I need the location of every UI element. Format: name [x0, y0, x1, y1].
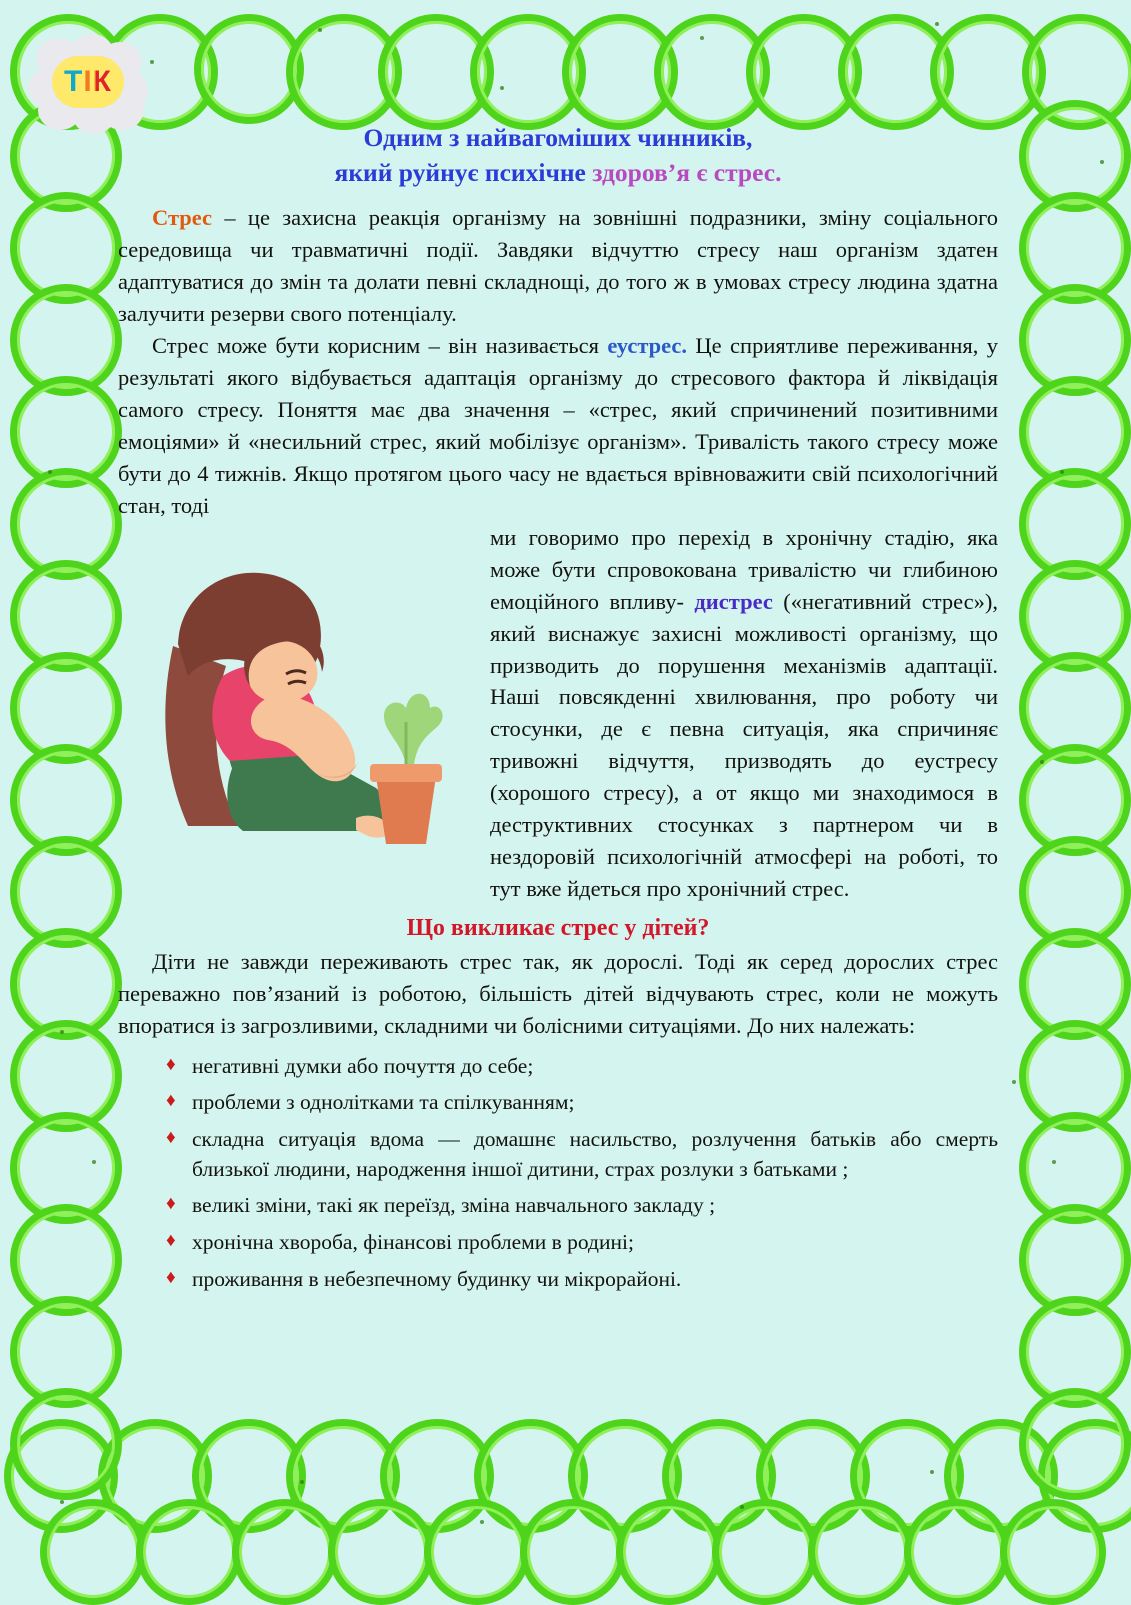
border-speck: [1100, 160, 1104, 164]
border-ring: [10, 928, 122, 1040]
border-ring: [1019, 1020, 1131, 1132]
border-ring: [10, 836, 122, 948]
border-ring: [1019, 1204, 1131, 1316]
page-title: [118, 120, 998, 190]
border-ring: [10, 1204, 122, 1316]
border-ring: [1019, 284, 1131, 396]
stress-causes-list: [118, 1052, 998, 1295]
page-title-line2: який руйнує психічне здоров’я є стрес.: [334, 158, 782, 188]
border-speck: [1060, 470, 1064, 474]
border-ring: [568, 1419, 682, 1533]
border-ring: [1019, 1112, 1131, 1224]
list-item: ♦ великі зміни, такі як переїзд, зміна навчального закладу ;: [166, 1191, 998, 1221]
border-speck: [700, 36, 704, 40]
border-speck: [740, 1505, 744, 1509]
keyword-eustres: еустрес.: [607, 333, 688, 359]
border-speck: [92, 1160, 96, 1164]
list-item: ♦ проблеми з однолітками та спілкуванням;: [166, 1088, 998, 1118]
border-ring: [654, 14, 770, 130]
border-ring: [10, 1388, 122, 1500]
border-ring: [838, 14, 954, 130]
border-ring: [1019, 744, 1131, 856]
border-speck: [300, 1480, 304, 1484]
border-ring: [662, 1419, 776, 1533]
border-ring: [520, 1499, 626, 1605]
border-speck: [318, 28, 322, 32]
border-ring: [378, 14, 494, 130]
border-ring: [712, 1499, 818, 1605]
border-speck: [1040, 760, 1044, 764]
border-ring: [1019, 376, 1131, 488]
paragraph-stress-definition: Стрес – це захисна реакція організму на зовнішні подразники, зміну соціального середовища чи травматичні події. Завдяки відчуттю стресу наш організм здатен адаптуватися до змін та долати певні складнощі, до того ж в умовах стресу людина здатна залучити резерви свого потенціалу.: [118, 205, 998, 327]
border-ring: [232, 1499, 338, 1605]
border-ring: [380, 1419, 494, 1533]
border-ring: [474, 1419, 588, 1533]
sad-girl-hugging-knees-with-plant-illustration: [118, 526, 468, 871]
border-speck: [48, 470, 52, 474]
section-subtitle: Що викликає стрес у дітей?: [406, 915, 710, 941]
border-speck: [930, 1470, 934, 1474]
border-ring: [1019, 652, 1131, 764]
border-ring: [1022, 14, 1131, 130]
list-item: ♦ проживання в небезпечному будинку чи мікрорайоні.: [166, 1265, 998, 1295]
border-ring: [10, 560, 122, 672]
border-ring: [136, 1499, 242, 1605]
border-ring: [10, 652, 122, 764]
border-ring: [562, 14, 678, 130]
border-ring: [194, 14, 304, 124]
keyword-dystres: дистрес: [694, 588, 773, 614]
border-ring: [944, 1419, 1058, 1533]
border-ring: [10, 744, 122, 856]
document-body: [118, 120, 998, 1301]
border-ring: [1019, 1388, 1131, 1500]
border-ring: [1019, 560, 1131, 672]
keyword-stres: Стрес: [152, 205, 213, 231]
border-speck: [1012, 1080, 1016, 1084]
border-ring: [10, 468, 122, 580]
border-ring: [1019, 468, 1131, 580]
border-ring: [10, 1296, 122, 1408]
border-ring: [1019, 192, 1131, 304]
border-speck: [480, 1520, 484, 1524]
border-speck: [60, 1500, 64, 1504]
border-ring: [756, 1419, 870, 1533]
border-ring: [850, 1419, 964, 1533]
list-item: ♦ хронічна хвороба, фінансові проблеми в родині;: [166, 1228, 998, 1258]
paragraph-children-stress: Діти не завжди переживають стрес так, як дорослі. Тоді як серед дорослих стрес переважно пов’язаний із роботою, більшість дітей відчувають стрес, коли не можуть впоратися із загрозливими, складними чи болісними ситуаціями. До них належать:: [118, 949, 998, 1038]
border-ring: [1038, 1419, 1131, 1533]
page-title-line1: Одним з найвагоміших чинників,: [363, 123, 753, 152]
border-ring: [1019, 1296, 1131, 1408]
border-ring: [470, 14, 586, 130]
border-ring: [746, 14, 862, 130]
border-ring: [10, 1020, 122, 1132]
paragraph-eustress: Стрес може бути корисним – він називається еустрес. Це сприятливе переживання, у результаті якого відбувається адаптація організму до стресового фактора й ліквідація самого стресу. Поняття має два значення – «стрес, який спричинений позитивними емоціями» й «несильний стрес, який мобілізує організм». Тривалість такого стресу може бути до 4 тижнів. Якщо протягом цього часу не вдається врівноважити свій психологічний стан, тоді: [118, 333, 998, 518]
logo-text: ТІК: [64, 65, 112, 98]
border-ring: [1019, 100, 1131, 212]
border-ring: [424, 1499, 530, 1605]
border-ring: [10, 284, 122, 396]
border-ring: [10, 376, 122, 488]
border-speck: [60, 1030, 64, 1034]
border-ring: [904, 1499, 1010, 1605]
list-item: ♦ негативні думки або почуття до себе;: [166, 1052, 998, 1082]
border-ring: [286, 1419, 400, 1533]
border-ring: [616, 1499, 722, 1605]
border-ring: [10, 1112, 122, 1224]
paragraph-distress: ми говоримо про перехід в хронічну стадію, яка може бути спровокована тривалістю чи глибиною емоційного впливу- дистрес («негативний стрес»), який виснажує захисні можливості організму, що призводить до порушення механізмів адаптації. Наші повсякденні хвилювання, про роботу чи стосунки, де є певна ситуація, яка спричиняє тривожні відчуття, призводять до еустресу (хорошого стресу), а от якщо ми знаходимося в деструктивних стосунках з партнером чи в нездоровій психологічній атмосфері на роботі, то тут вже йдеться про хронічний стрес.: [490, 524, 998, 902]
border-ring: [10, 192, 122, 304]
border-ring: [192, 1419, 306, 1533]
border-speck: [1052, 1160, 1056, 1164]
border-ring: [808, 1499, 914, 1605]
border-ring: [286, 14, 402, 130]
border-ring: [328, 1499, 434, 1605]
border-ring: [1019, 836, 1131, 948]
border-ring: [4, 1419, 118, 1533]
border-ring: [98, 1419, 212, 1533]
border-ring: [1019, 928, 1131, 1040]
border-speck: [150, 60, 154, 64]
border-speck: [500, 86, 504, 90]
list-item: ♦ складна ситуація вдома — домашнє насильство, розлучення батьків або смерть близької людини, народження іншої дитини, страх розлуки з батьками ;: [166, 1125, 998, 1184]
border-ring: [1000, 1499, 1106, 1605]
border-speck: [935, 22, 939, 26]
border-ring: [930, 14, 1046, 130]
border-ring: [40, 1499, 146, 1605]
logo-core: [52, 56, 124, 108]
flower-logo-icon: [28, 34, 148, 130]
